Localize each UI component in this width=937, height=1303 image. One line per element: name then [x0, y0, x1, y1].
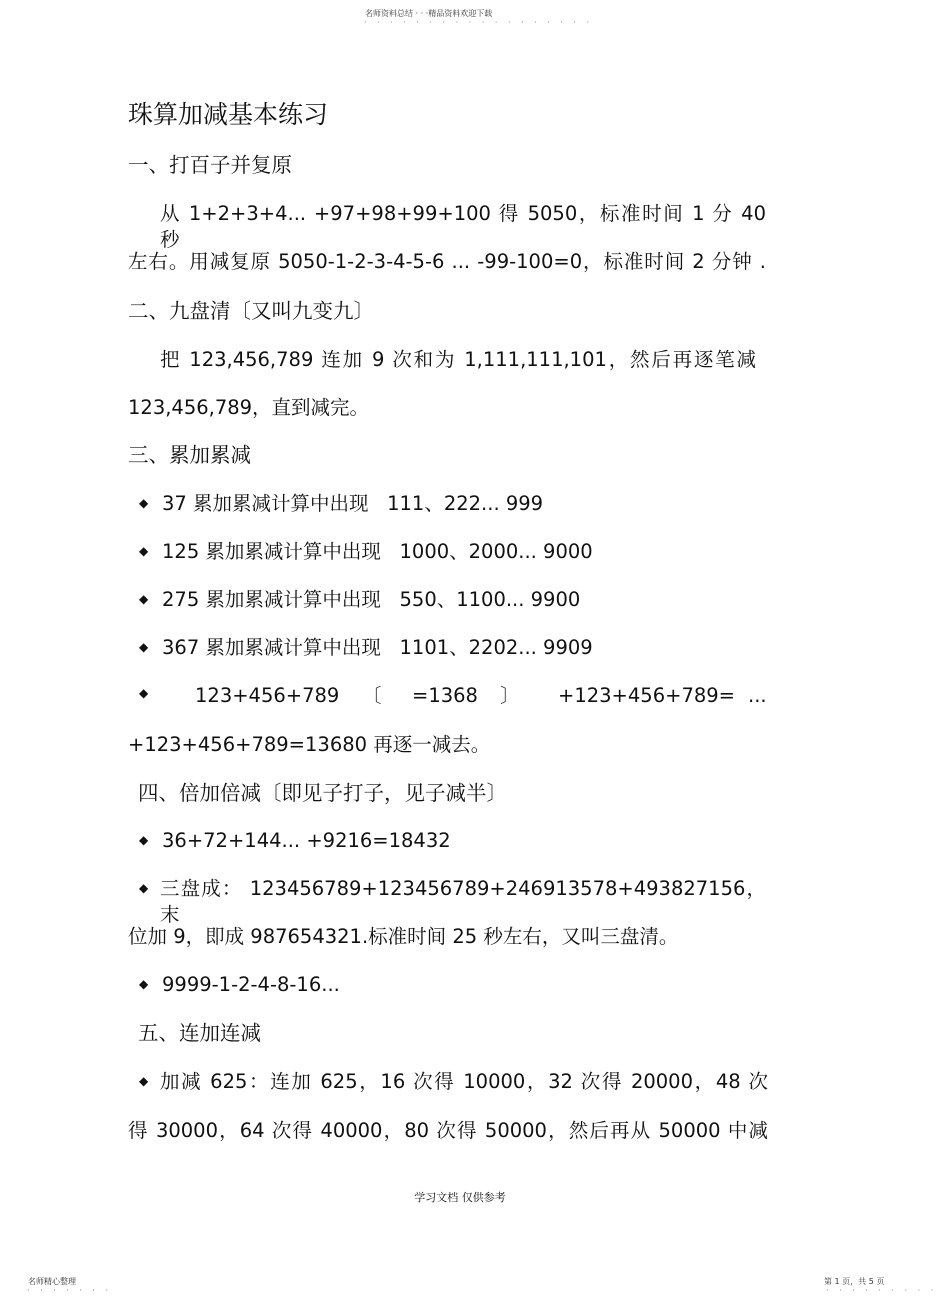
list-item-part: +123+456+789= — [558, 684, 736, 707]
diamond-bullet-icon: ◆ — [139, 881, 149, 895]
diamond-bullet-icon: ◆ — [139, 496, 149, 510]
footer-right-dots: · · · · · · · · · — [826, 1286, 937, 1295]
list-item: 37 累加累减计算中出现 111、222... 999 — [162, 492, 544, 515]
footer-left: 名师精心整理 — [28, 1277, 76, 1286]
list-item-part: 〕 — [500, 684, 520, 707]
paragraph: 123,456,789，直到减完。 — [128, 396, 370, 419]
list-item: 125 累加累减计算中出现 1000、2000... 9000 — [162, 540, 593, 563]
header-dots: · · · · · · · · · · · · · · · · · · — [364, 18, 594, 27]
paragraph: 把 123,456,789 连加 9 次和为 1,111,111,101，然后再逐笔减 — [160, 348, 756, 371]
paragraph: 从 1+2+3+4... +97+98+99+100 得 5050，标准时间 1 分 40 秒 — [160, 202, 766, 251]
list-item: 36+72+144... +9216=18432 — [162, 829, 451, 852]
page-number: 第 1 页，共 5 页 — [824, 1277, 885, 1286]
diamond-bullet-icon: ◆ — [139, 1074, 149, 1088]
list-item: 367 累加累减计算中出现 1101、2202... 9909 — [162, 636, 593, 659]
paragraph: +123+456+789=13680 再逐一减去。 — [128, 733, 491, 756]
page-title: 珠算加减基本练习 — [128, 100, 329, 129]
list-item-part: 123+456+789 — [195, 684, 340, 707]
list-item: 三盘成： 123456789+123456789+246913578+493827156，末 — [160, 877, 766, 926]
diamond-bullet-icon: ◆ — [139, 686, 149, 700]
section-heading-1: 一、打百子并复原 — [128, 153, 292, 177]
list-item-part: 〔 — [362, 684, 382, 707]
list-item-part: =1368 — [412, 684, 478, 707]
list-item: 275 累加累减计算中出现 550、1100... 9900 — [162, 588, 581, 611]
diamond-bullet-icon: ◆ — [139, 833, 149, 847]
footer-center: 学习文档 仅供参考 — [414, 1191, 506, 1204]
list-item: 加减 625：连加 625，16 次得 10000，32 次得 20000，48 次 — [160, 1070, 768, 1093]
section-heading-5: 五、连加连减 — [138, 1021, 261, 1045]
paragraph: 位加 9，即成 987654321.标准时间 25 秒左右，又叫三盘清。 — [128, 925, 679, 948]
header-text: 名师资料总结 · · ·精品资料欢迎下载 — [365, 9, 493, 18]
paragraph: 得 30000，64 次得 40000，80 次得 50000，然后再从 50000 中减 — [128, 1119, 768, 1142]
section-heading-3: 三、累加累减 — [128, 443, 251, 467]
diamond-bullet-icon: ◆ — [139, 544, 149, 558]
footer-left-dots: · · · · · · · — [27, 1286, 113, 1295]
paragraph: 左右。用减复原 5050-1-2-3-4-5-6 ... -99-100=0，标准时间 2 分钟 . — [128, 250, 766, 273]
diamond-bullet-icon: ◆ — [139, 592, 149, 606]
section-heading-2: 二、九盘清〔又叫九变九〕 — [128, 299, 374, 323]
diamond-bullet-icon: ◆ — [139, 640, 149, 654]
list-item-part: ... — [748, 684, 767, 707]
section-heading-4: 四、倍加倍减〔即见子打子，见子减半〕 — [138, 781, 507, 805]
list-item: 9999-1-2-4-8-16... — [162, 973, 340, 996]
diamond-bullet-icon: ◆ — [139, 977, 149, 991]
